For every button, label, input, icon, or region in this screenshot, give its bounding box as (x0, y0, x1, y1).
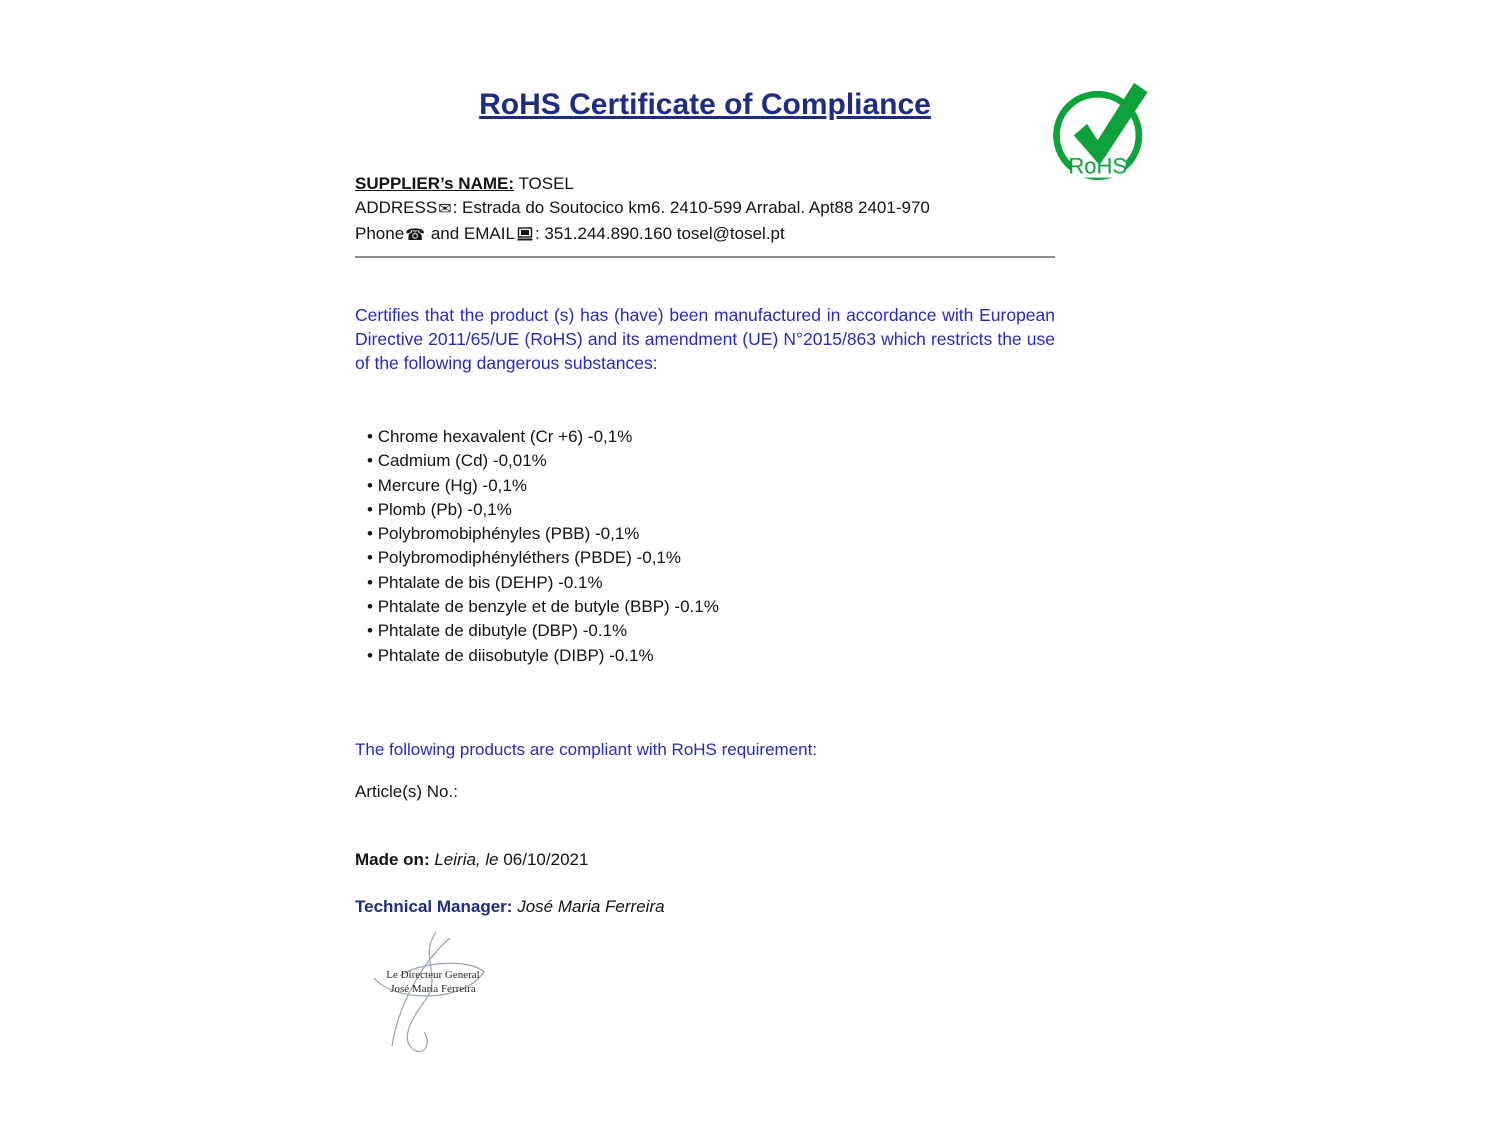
made-on-place: Leiria, le (434, 849, 499, 869)
substance-item: • Plomb (Pb) -0,1% (367, 498, 1055, 522)
compliance-statement: The following products are compliant with RoHS requirement: (355, 739, 818, 759)
substance-item: • Polybromodiphényléthers (PBDE) -0,1% (367, 546, 1055, 570)
technical-manager-label: Technical Manager: (355, 896, 513, 916)
made-on-line (355, 848, 1055, 872)
substance-item: • Phtalate de benzyle et de butyle (BBP) -0.1% (367, 595, 1055, 619)
rohs-logo (1045, 76, 1160, 191)
address-value: : Estrada do Soutocico km6. 2410-599 Arrabal. Apt88 2401-970 (452, 198, 930, 217)
supplier-block (355, 172, 1055, 248)
technical-manager-line (355, 895, 1055, 919)
supplier-name-value: TOSEL (518, 174, 574, 193)
made-on-label: Made on: (355, 849, 430, 869)
substance-item: • Chrome hexavalent (Cr +6) -0,1% (367, 425, 1055, 449)
document-body (355, 88, 1055, 936)
page-title: RoHS Certificate of Compliance (479, 88, 931, 121)
envelope-icon: ✉ (438, 201, 452, 218)
article-number-line: Article(s) No.: (355, 781, 458, 801)
technical-manager-name: José Maria Ferreira (517, 896, 665, 916)
contact-value: : 351.244.890.160 tosel@tosel.pt (534, 224, 785, 243)
made-on-date: 06/10/2021 (503, 849, 589, 869)
certification-paragraph: Certifies that the product (s) has (have) been manufactured in accordance with European Directive 2011/65/UE (RoHS) and its amendment (UE) N°2015/863 which restricts the use of the following dangerous substances: (355, 305, 1055, 373)
substances-list (367, 425, 1055, 668)
substance-item: • Cadmium (Cd) -0,01% (367, 449, 1055, 473)
signature-block (358, 928, 508, 1058)
signature-line2: José Maria Ferreira (390, 983, 476, 995)
supplier-name-label: SUPPLIER’s NAME: (355, 174, 515, 193)
address-label: ADDRESS (355, 198, 438, 217)
email-label: and EMAIL (430, 224, 515, 243)
substance-item: • Mercure (Hg) -0,1% (367, 474, 1055, 498)
substance-item: • Phtalate de diisobutyle (DIBP) -0.1% (367, 644, 1055, 668)
computer-icon (517, 227, 533, 241)
signature-text (358, 968, 508, 996)
phone-label: Phone (355, 224, 405, 243)
signature-line1: Le Directeur General (386, 969, 480, 981)
substance-item: • Polybromobiphényles (PBB) -0,1% (367, 522, 1055, 546)
rohs-check-icon (1045, 76, 1160, 191)
substance-item: • Phtalate de bis (DEHP) -0.1% (367, 571, 1055, 595)
supplier-name-line (355, 172, 1055, 196)
supplier-contact-line (355, 222, 1055, 248)
supplier-address-line (355, 196, 1055, 222)
substance-item: • Phtalate de dibutyle (DBP) -0.1% (367, 619, 1055, 643)
svg-text:RoHS: RoHS (1068, 153, 1128, 179)
header-divider (355, 256, 1055, 258)
phone-icon: ☎ (405, 227, 426, 244)
